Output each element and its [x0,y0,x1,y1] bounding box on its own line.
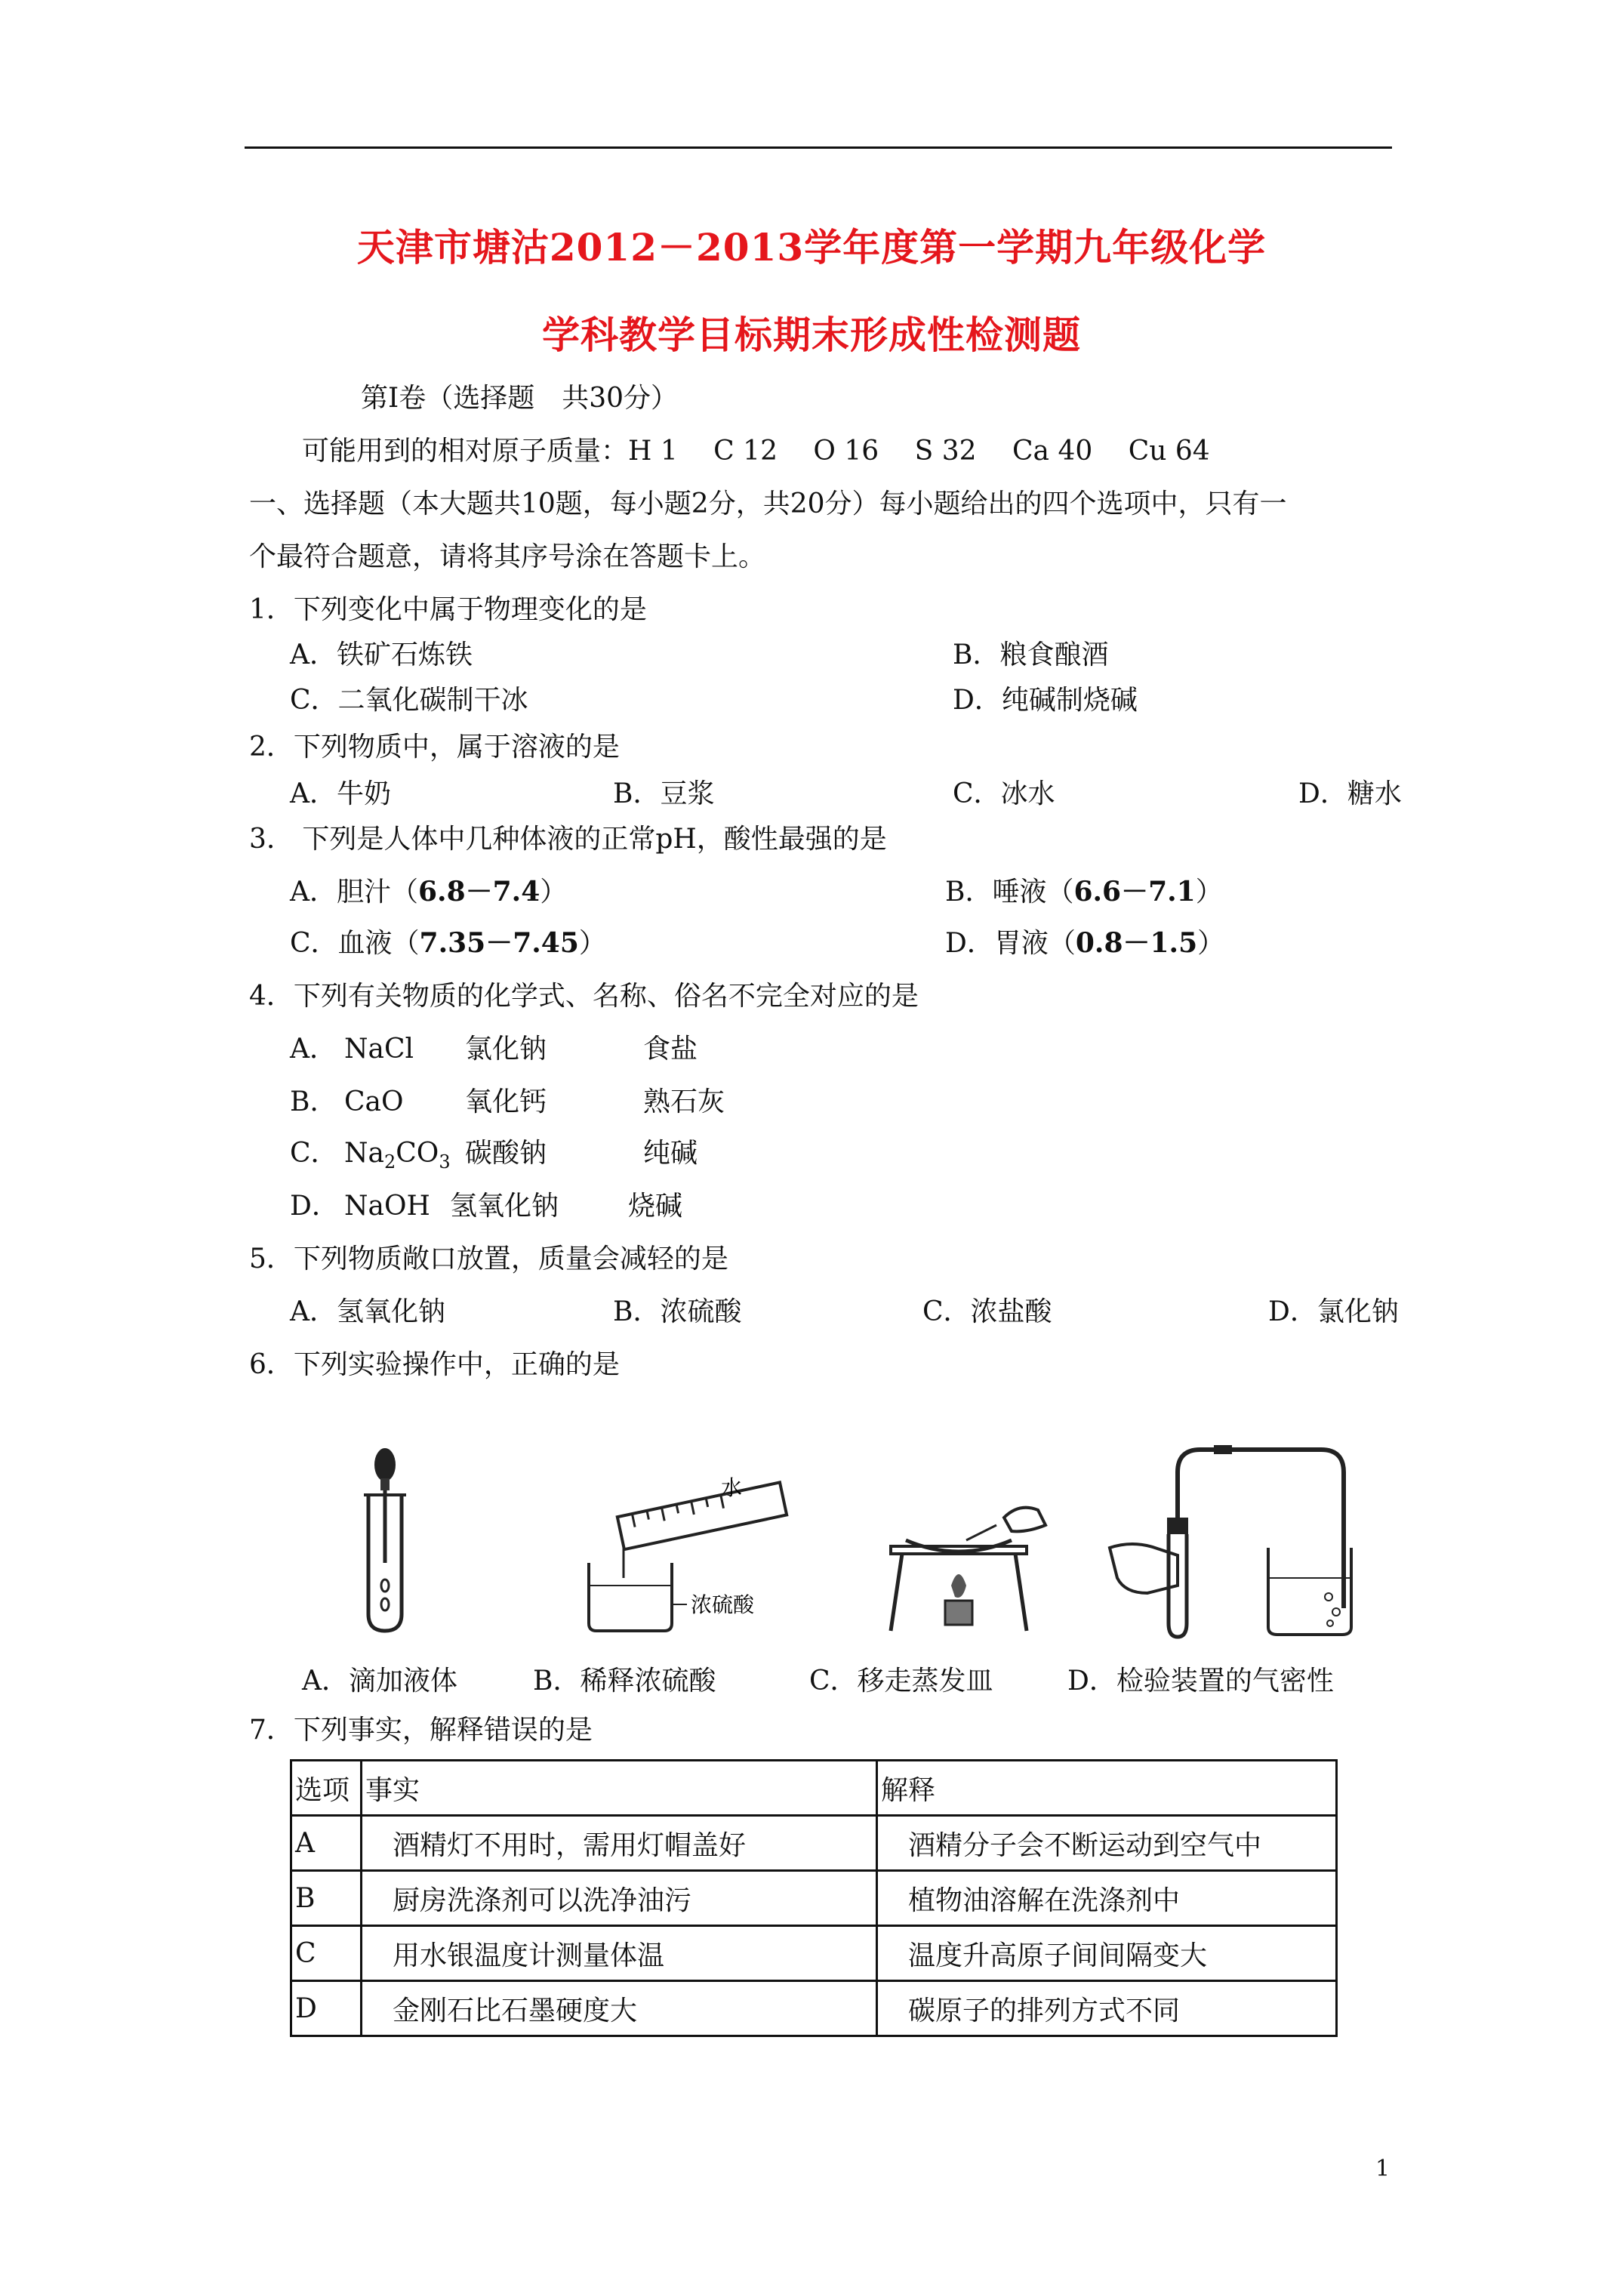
q3-option-b-label: B．唾液（ [945,877,1074,908]
q4-b-name: 氧化钙 [465,1086,547,1117]
q4-d-common: 烧碱 [628,1191,683,1222]
row-option: A [291,1816,362,1871]
q3-option-a [290,876,567,908]
q3-option-c-end: ） [578,928,606,959]
q5-option-c: C．浓盐酸 [922,1296,1052,1327]
q4-a-common: 食盐 [643,1034,698,1065]
q1-option-b: B．粮食酿酒 [953,639,1109,670]
row-explanation: 植物油溶解在洗涤剂中 [877,1871,1337,1926]
q4-a-letter: A． [290,1034,337,1065]
q4-c-formula-na: Na [344,1138,384,1169]
q2-option-c: C．冰水 [953,778,1055,809]
q3-option-c-label: C．血液（ [290,928,420,959]
q3-option-a-end: ） [540,877,568,908]
table-header-row [291,1761,1337,1816]
section-header: 第Ⅰ卷（选择题 共30分） [361,383,679,414]
table-row [291,1816,1337,1871]
evaporating-dish-figure [876,1487,1057,1638]
q3-option-c [290,927,606,960]
row-explanation: 酒精分子会不断运动到空气中 [877,1816,1337,1871]
q4-b-formula: CaO [344,1086,404,1117]
header-fact: 事实 [362,1761,877,1816]
q3-option-b-range: 6.6－7.1 [1073,876,1196,908]
q4-c-formula [344,1137,465,1173]
q6-caption-a: A．滴加液体 [302,1666,457,1697]
part1-intro-line1: 一、选择题（本大题共10题，每小题2分，共20分）每小题给出的四个选项中，只有一 [249,488,1287,519]
q1-option-a: A．铁矿石炼铁 [290,639,473,670]
q4-d-name: 氢氧化钠 [450,1191,559,1222]
q4-d-letter: D． [290,1191,339,1222]
q6-caption-b: B．稀释浓硫酸 [533,1666,716,1697]
header-option: 选项 [291,1761,362,1816]
q6-caption-d: D．检验装置的气密性 [1067,1666,1334,1697]
row-explanation: 碳原子的排列方式不同 [877,1981,1337,2036]
row-fact: 用水银温度计测量体温 [362,1926,877,1981]
acid-label: 浓硫酸 [691,1593,755,1616]
q4-stem: 4．下列有关物质的化学式、名称、俗名不完全对应的是 [249,981,919,1012]
q4-a-formula: NaCl [344,1034,414,1065]
dilute-acid-figure [574,1472,800,1638]
q1-option-c: C．二氧化碳制干冰 [290,685,528,716]
table-row [291,1871,1337,1926]
q3-option-d [945,927,1224,960]
q1-option-d: D．纯碱制烧碱 [953,685,1138,716]
q3-option-b-end: ） [1195,877,1223,908]
table-row [291,1981,1337,2036]
q3-option-b [945,876,1223,908]
row-explanation: 温度升高原子间间隔变大 [877,1926,1337,1981]
q7-stem: 7．下列事实，解释错误的是 [249,1715,593,1746]
q4-row-c [290,1137,698,1173]
dropper-test-tube-figure [355,1442,415,1638]
q4-row-d [290,1190,682,1222]
q6-caption-c: C．移走蒸发皿 [809,1666,993,1697]
q6-stem: 6．下列实验操作中，正确的是 [249,1349,620,1380]
q2-option-d: D．糖水 [1298,778,1402,809]
q3-option-d-end: ） [1197,928,1225,959]
q1-stem: 1．下列变化中属于物理变化的是 [249,594,647,625]
q3-option-a-range: 6.8－7.4 [418,876,540,908]
q3-option-c-range: 7.35－7.45 [419,927,579,959]
q4-b-letter: B． [290,1086,337,1117]
q5-option-a: A．氢氧化钠 [290,1296,445,1327]
q4-c-formula-sub1: 2 [383,1151,396,1173]
row-option: C [291,1926,362,1981]
title-line-2: 学科教学目标期末形成性检测题 [542,313,1081,357]
row-fact: 酒精灯不用时，需用灯帽盖好 [362,1816,877,1871]
q3-option-d-label: D．胃液（ [945,928,1076,959]
q3-stem: 3. 下列是人体中几种体液的正常pH，酸性最强的是 [249,824,887,855]
row-option: B [291,1871,362,1926]
q5-option-b: B．浓硫酸 [613,1296,742,1327]
q4-a-name: 氯化钠 [465,1034,547,1065]
page-number: 1 [1375,2156,1390,2182]
header-explanation: 解释 [877,1761,1337,1816]
top-rule [245,146,1392,149]
part1-intro-line2: 个最符合题意，请将其序号涂在答题卡上。 [249,541,766,572]
q4-c-name: 碳酸钠 [465,1138,547,1169]
q4-d-formula: NaOH [344,1191,430,1222]
q2-stem: 2．下列物质中，属于溶液的是 [249,732,620,763]
q4-c-formula-sub2: 3 [439,1151,451,1173]
table-row [291,1926,1337,1981]
q4-row-a [290,1033,698,1065]
row-option: D [291,1981,362,2036]
q7-table [290,1759,1338,2037]
q5-option-d: D．氯化钠 [1268,1296,1399,1327]
q2-option-b: B．豆浆 [613,778,715,809]
q4-c-common: 纯碱 [643,1138,698,1169]
q4-c-letter: C． [290,1138,338,1169]
title-line-1: 天津市塘沽2012－2013学年度第一学期九年级化学 [356,225,1267,270]
q2-option-a: A．牛奶 [290,778,391,809]
q3-option-d-range: 0.8－1.5 [1075,927,1198,959]
q4-b-common: 熟石灰 [643,1086,725,1117]
row-fact: 厨房洗涤剂可以洗净油污 [362,1871,877,1926]
airtightness-figure [1102,1435,1359,1646]
q4-row-b [290,1086,725,1118]
q3-option-a-label: A．胆汁（ [290,877,418,908]
q4-c-formula-co: CO [396,1138,439,1169]
atomic-masses: 可能用到的相对原子质量：H 1 C 12 O 16 S 32 Ca 40 Cu 64 [302,436,1210,467]
water-label: 水 [721,1476,743,1499]
q5-stem: 5．下列物质敞口放置，质量会减轻的是 [249,1244,728,1274]
row-fact: 金刚石比石墨硬度大 [362,1981,877,2036]
